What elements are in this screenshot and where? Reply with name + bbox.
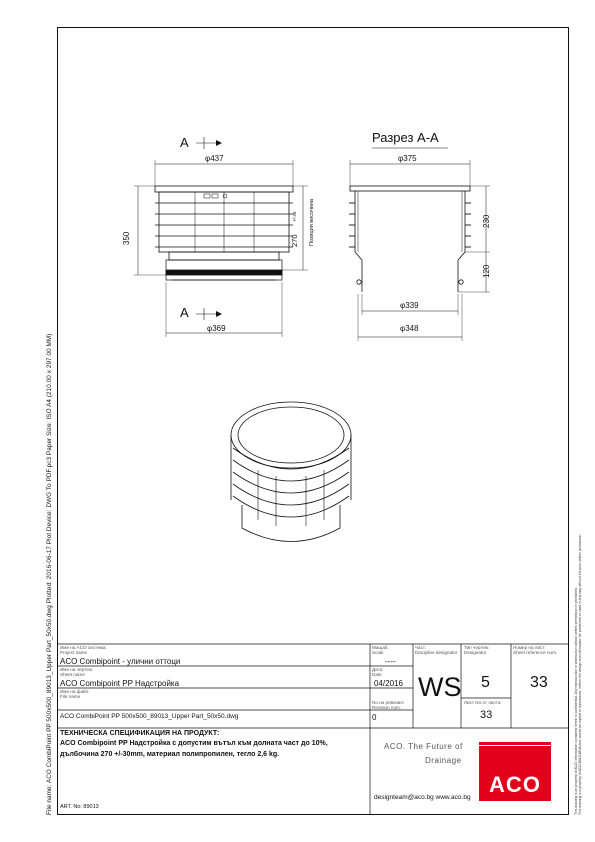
file-info-vertical: File name: ACO CombiPoint PP 500x500_89013_Upper Part_50x50.dwg Plotted: 2016-06-17 Plot Device: DWG To PDF.pc3 Paper Size: ISO A4 (210.00 x 297.00 MM) bbox=[46, 333, 53, 815]
dim-upper-height: 230 bbox=[482, 214, 491, 228]
article-number: ART. No: 89013 bbox=[60, 804, 99, 810]
file-label: Име на файл: bbox=[60, 689, 90, 694]
project-label-en: Project name bbox=[60, 650, 88, 655]
sheet-label-en: Sheet name bbox=[60, 672, 85, 677]
legal-line: This drawing is an property of ACO. Information contained herein is confidential. Any reproduction or distribution without written permission is prohibited. bbox=[574, 587, 578, 815]
sheet-value: ACO Combipoint PP Надстройка bbox=[60, 679, 180, 688]
company-contact: designteam@aco.bg www.aco.bg bbox=[374, 794, 471, 801]
ref-value: 33 bbox=[530, 674, 548, 691]
legal-line: This drawing is a property of ACO BULGARIA and cannot be copied or reproduced, neither the design and information be presented or used in any way without the prior written permission. bbox=[578, 533, 583, 815]
part-label: Част: bbox=[415, 645, 427, 650]
revision-value: 0 bbox=[372, 713, 377, 722]
project-value: ACO Combipoint - улични оттоци bbox=[60, 657, 181, 666]
dim-adjust-note: Позиция височина bbox=[309, 198, 315, 246]
part-value: WS bbox=[418, 672, 462, 702]
scale-label-en: Scale bbox=[372, 650, 384, 655]
scale-value: ---- bbox=[385, 657, 396, 666]
drawing-type-label-en: Designator bbox=[464, 650, 487, 655]
spec-line-2: дълбочина 270 +/-30mm, материал полипропилен, тегло 2,6 kg. bbox=[60, 751, 280, 758]
section-marker-top: A bbox=[180, 135, 189, 150]
sheets-value: 33 bbox=[480, 709, 493, 721]
legal-notice-vertical bbox=[574, 255, 583, 815]
revision-label: No на ревизия: bbox=[372, 700, 405, 705]
drawing-type-label: Тип чертеж: bbox=[464, 645, 490, 650]
dim-adjust: 270 bbox=[290, 234, 299, 247]
spec-heading: ТЕХНИЧЕСКА СПЕЦИФИКАЦИЯ НА ПРОДУКТ: bbox=[60, 730, 220, 737]
section-title: Разрез A-A bbox=[372, 130, 439, 145]
scale-label: Мащаб: bbox=[372, 645, 389, 650]
spec-line-1: ACO Combipoint PP Надстройка с допустим вътъл към долната част до 10%, bbox=[60, 740, 328, 747]
aco-logo-text: ACO bbox=[489, 772, 541, 797]
company-slogan-2: Drainage bbox=[425, 756, 462, 765]
part-label-en: Discipline designator bbox=[415, 650, 458, 655]
sheets-label: Лист No от листа: bbox=[464, 700, 502, 705]
file-value: ACO CombiPoint PP 500x500_89013_Upper Part_50x50.dwg bbox=[60, 713, 239, 720]
date-label: Дата: bbox=[372, 667, 384, 672]
dim-bottom-width: φ369 bbox=[207, 324, 226, 333]
aco-logo bbox=[479, 742, 551, 801]
dim-section-top: φ375 bbox=[398, 154, 417, 163]
drawing-frame bbox=[57, 27, 569, 815]
dim-section-inner: φ339 bbox=[400, 301, 419, 310]
drawing-type-value: 5 bbox=[481, 674, 490, 691]
project-label: Име на ACO система: bbox=[60, 645, 107, 650]
ref-label: Номер на лист: bbox=[513, 645, 546, 650]
section-marker-bottom: A bbox=[180, 305, 189, 320]
date-value: 04/2016 bbox=[374, 679, 403, 688]
dim-section-outer: φ348 bbox=[400, 324, 419, 333]
company-slogan-1: ACO. The Future of bbox=[384, 742, 463, 751]
ref-label-en: Sheet reference num. bbox=[513, 650, 558, 655]
sheet-label: Име на чертеж: bbox=[60, 667, 93, 672]
file-label-en: File name bbox=[60, 694, 81, 699]
dim-height: 350 bbox=[122, 231, 131, 245]
dim-adjust-tolerance: +/-30 bbox=[292, 211, 297, 222]
dim-lower-height: 120 bbox=[482, 264, 491, 278]
dim-top-width: φ437 bbox=[205, 154, 224, 163]
revision-label-en: Revision num. bbox=[372, 705, 402, 710]
date-label-en: Date bbox=[372, 672, 382, 677]
